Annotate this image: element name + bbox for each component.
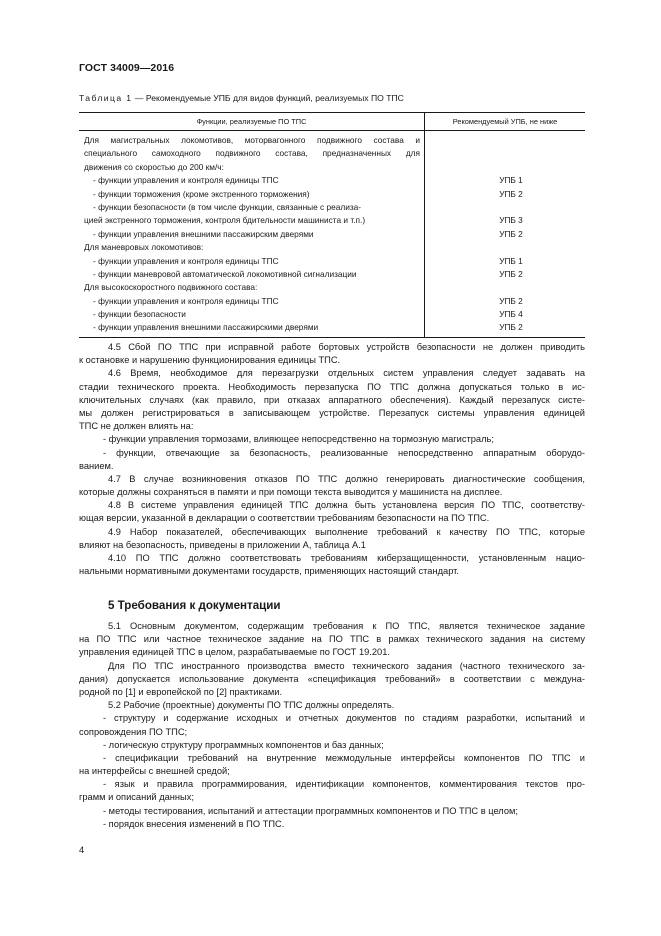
table-caption-text: — Рекомендуемые УПБ для видов функций, реализуемых ПО ТПС [134, 93, 404, 103]
table-row-text: - функции маневровой автоматической локомотивной сигнализации [93, 268, 357, 279]
paragraph-line: - спецификации требований на внутренние межмодульные интерфейсы компонентов ПО ТПС и [103, 752, 585, 763]
table-upb-cell [425, 131, 586, 338]
paragraph-line: нальными нормативными документами государств, применяющих настоящий стандарт. [79, 566, 459, 577]
page-number: 4 [79, 845, 85, 855]
table-row-text: Для магистральных локомотивов, моторвагонного подвижного состава и [84, 135, 420, 145]
paragraph-line: - функции, отвечающие за безопасность, реализованные непосредственно аппаратным оборудо- [103, 447, 585, 458]
paragraph-line: 4.8 В системе управления единицей ТПС должна быть установлена версия ПО ТПС, соответству- [108, 500, 585, 511]
table-row-value: УПБ 4 [499, 309, 523, 320]
paragraph-line: 4.9 Набор показателей, обеспечивающих выполнение требований к качеству ПО ТПС, которые [108, 526, 585, 537]
table-row-text: Для маневровых локомотивов: [84, 242, 204, 253]
paragraph-line: - методы тестирования, испытаний и аттестации программных компонентов и ПО ТПС в целом; [103, 805, 518, 816]
paragraph-line: которые должны сохраняться в памяти и при помощи текста выводится у машиниста на дисплее. [79, 487, 503, 498]
table-row-text: - функции торможения (кроме экстренного торможения) [93, 188, 310, 199]
section4-text [79, 341, 585, 578]
paragraph-line: стадии технического проекта. Необходимость перезапуска ПО ТПС должна допускаться только в ис- [79, 381, 585, 392]
paragraph-line: - функции управления тормозами, влияющее непосредственно на тормозную магистраль; [103, 434, 494, 445]
table-row-value [425, 201, 585, 214]
table-caption-label: Таблица 1 [79, 93, 133, 103]
paragraph-line: мы должен регистрироваться в записывающем устройстве. Перезапуск системы управления единицей [79, 407, 585, 418]
table-header-upb: Рекомендуемый УПБ, не ниже [425, 113, 586, 131]
paragraph-line: дания) допускается использование документа «спецификация требований» в соответствии с междуна- [79, 673, 585, 684]
table-row-value [425, 281, 585, 294]
paragraph-line: - логическую структуру программных компонентов и баз данных; [103, 739, 384, 750]
table-functions-cell [79, 131, 425, 338]
paragraph-line: на интерфейсы с внешней средой; [79, 766, 230, 777]
table-row-value [425, 147, 585, 160]
table-row-text: - функции управления и контроля единицы ТПС [93, 255, 279, 266]
table-row-value [425, 161, 585, 174]
paragraph-line: Для ПО ТПС иностранного производства вместо технического задания (частного технического за- [108, 660, 585, 671]
paragraph-line: 4.7 В случае возникновения отказов ПО ТПС должно генерировать диагностические сообщения, [108, 473, 585, 484]
table-row-value: УПБ 2 [499, 295, 523, 306]
paragraph-line: - порядок внесения изменений в ПО ТПС. [103, 818, 285, 829]
table-header-functions: Функции, реализуемые ПО ТПС [79, 113, 425, 131]
paragraph-line: - структуру и содержание исходных и отчетных документов по стадиям разработки, испытаний и [103, 713, 585, 724]
table-row-text: - функции управления и контроля единицы ТПС [93, 295, 279, 306]
table-row-text: - функции управления внешними пассажирским дверями [93, 228, 314, 239]
table-row-text: - функции управления и контроля единицы ТПС [93, 175, 279, 186]
paragraph-line: ТПС не должен влиять на: [79, 421, 194, 432]
paragraph-line: 5.1 Основным документом, содержащим требования к ПО ТПС, является техническое задание [108, 621, 585, 631]
paragraph-line: 4.5 Сбой ПО ТПС при исправной работе бортовых устройств безопасности не должен приводить [108, 342, 585, 352]
paragraph-line: к остановке и нарушению функционирования единицы ТПС. [79, 355, 341, 366]
table-caption [79, 93, 404, 103]
paragraph-line: влияют на безопасность, приведены в приложении А, таблица А.1 [79, 539, 366, 550]
table-row-text: - функции безопасности [93, 309, 186, 320]
paragraph-line: на ПО ТПС или частное техническое задание на ПО ТПС в рамках технического задания на систему [79, 634, 585, 645]
paragraph-line: 4.10 ПО ТПС должно соответствовать требованиям киберзащищенности, установленным нацио- [108, 553, 585, 563]
table-row-text: специального самоходного подвижного состава, предназначенных для [84, 148, 420, 159]
paragraph-line: ющая версии, указанной в декларации о соответствии требованиям безопасности на ПО ТПС. [79, 513, 490, 524]
table-row-value [425, 134, 585, 147]
table-row-value: УПБ 2 [499, 188, 523, 199]
table-row-text: - функции управления внешними пассажирскими дверями [93, 322, 319, 333]
table-row-text: Для высокоскоростного подвижного состава: [84, 282, 258, 293]
table-row-value: УПБ 1 [499, 255, 523, 266]
paragraph-line: управления единицей ТПС в целом, разрабатываемые по ГОСТ 19.201. [79, 647, 390, 658]
table-row-value [425, 241, 585, 254]
paragraph-line: ключительных случаях (как правило, при отказах аппаратного обеспечения). Каждый перезапуск систе- [79, 394, 585, 405]
paragraph-line: ванием. [79, 460, 114, 471]
paragraph-line: - язык и правила программирования, идентификации компонентов, комментирования текстов про- [103, 779, 585, 790]
table-row-value: УПБ 2 [499, 268, 523, 279]
table-row-value: УПБ 3 [499, 215, 523, 226]
paragraph-line: родной по [1] и европейской по [2] практиками. [79, 686, 283, 697]
table-row-value: УПБ 2 [499, 322, 523, 333]
upb-table [79, 112, 585, 338]
table-row-value: УПБ 2 [499, 228, 523, 239]
table-row-text: движения со скоростью до 200 км/ч: [84, 161, 224, 172]
table-row-value: УПБ 1 [499, 175, 523, 186]
document-header: ГОСТ 34009—2016 [79, 62, 175, 74]
paragraph-line: сопровождения ПО ТПС; [79, 726, 188, 737]
table-row-text: цией экстренного торможения, контроля бдительности машиниста и т.п.) [84, 215, 366, 226]
paragraph-line: грамм и описаний данных; [79, 792, 194, 803]
section-5-title: 5 Требования к документации [108, 599, 281, 612]
table-row-text: - функции безопасности (в том числе функции, связанные с реализа- [93, 201, 362, 212]
paragraph-line: 5.2 Рабочие (проектные) документы ПО ТПС должны определять. [108, 700, 395, 711]
section5-text [79, 620, 585, 831]
paragraph-line: 4.6 Время, необходимое для перезагрузки отдельных систем управления следует задавать на [108, 368, 585, 379]
